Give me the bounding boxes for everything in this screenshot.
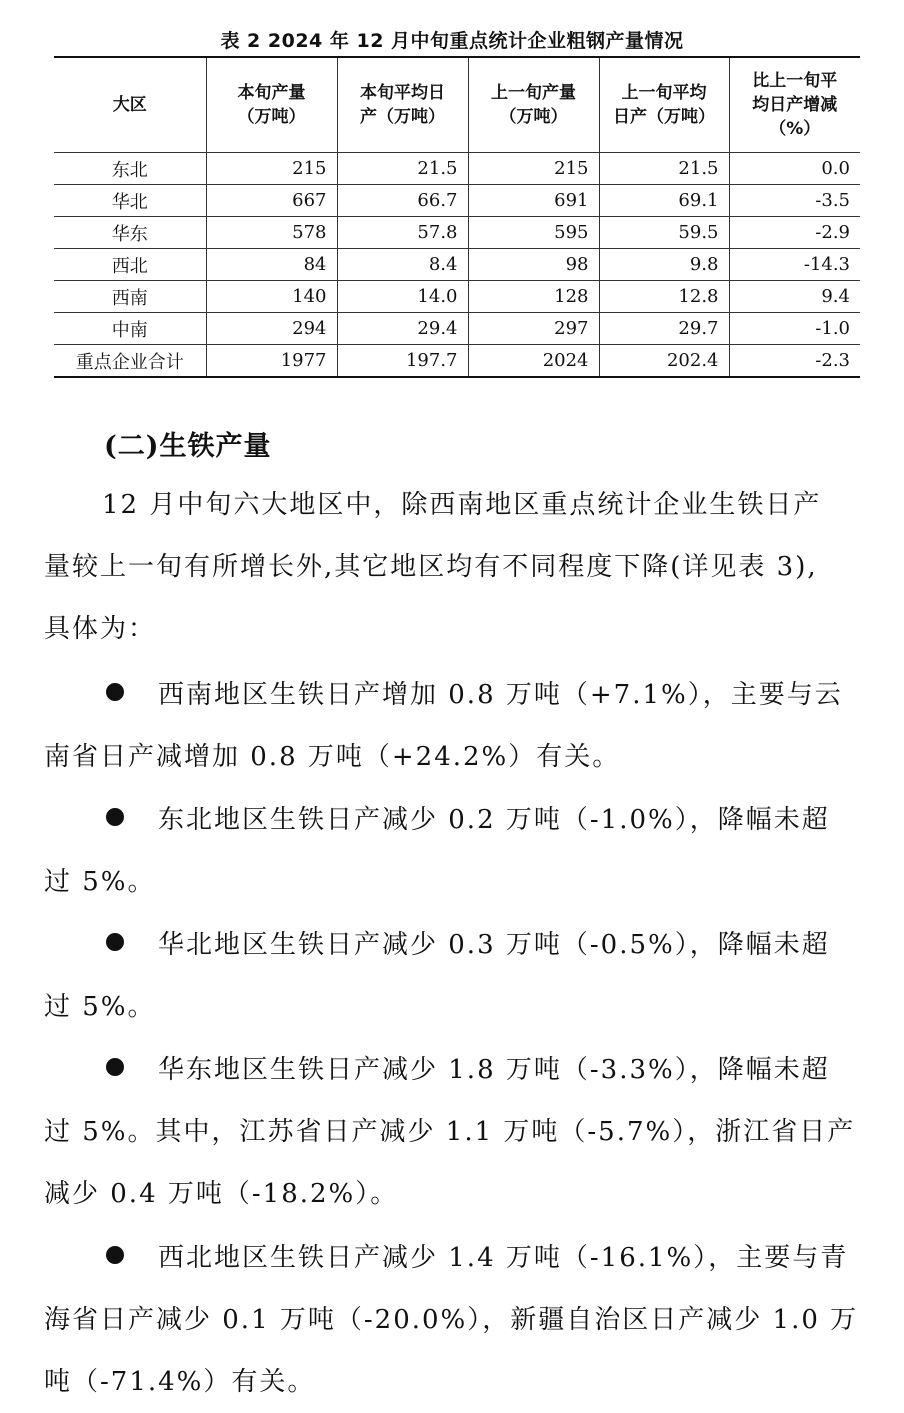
table-cell: 98	[468, 249, 599, 281]
table-cell-region: 东北	[54, 153, 206, 185]
paragraph-line: 南省日产减增加 0.8 万吨（+24.2%）有关。	[44, 742, 621, 772]
table-cell-region: 重点企业合计	[54, 345, 206, 378]
steel-output-table	[54, 56, 860, 378]
table-cell: 595	[468, 217, 599, 249]
paragraph-line: 具体为：	[44, 614, 157, 644]
table-title: 表 2 2024 年 12 月中旬重点统计企业粗钢产量情况	[220, 30, 684, 52]
column-header-change-pct: 比上一旬平 均日产增减 （%）	[729, 57, 860, 153]
table-cell: 691	[468, 185, 599, 217]
table-cell: -2.3	[729, 345, 860, 378]
table-cell: 29.4	[337, 313, 468, 345]
bullet-text: 西南地区生铁日产增加 0.8 万吨（+7.1%），主要与云	[158, 680, 843, 710]
column-header-region: 大区	[54, 57, 206, 153]
bullet-icon	[106, 683, 124, 701]
table-cell: 29.7	[599, 313, 729, 345]
bullet-item-north	[44, 914, 874, 1038]
table-cell: 1977	[206, 345, 337, 378]
paragraph-line: 12 月中旬六大地区中，除西南地区重点统计企业生铁日产	[102, 490, 822, 520]
table-cell: 197.7	[337, 345, 468, 378]
bullet-item-southwest	[44, 664, 874, 788]
table-cell: 59.5	[599, 217, 729, 249]
table-cell: -2.9	[729, 217, 860, 249]
bullet-text: 西北地区生铁日产减少 1.4 万吨（-16.1%），主要与青	[158, 1243, 849, 1273]
table-cell: 215	[468, 153, 599, 185]
paragraph-line: 过 5%。	[44, 867, 156, 897]
table-cell: 21.5	[599, 153, 729, 185]
table-cell: 294	[206, 313, 337, 345]
bullet-icon	[106, 808, 124, 826]
paragraph-line: 海省日产减少 0.1 万吨（-20.0%），新疆自治区日产减少 1.0 万	[44, 1305, 859, 1335]
bullet-item-northwest	[44, 1227, 874, 1413]
table-cell: 66.7	[337, 185, 468, 217]
table-total-row	[54, 345, 860, 378]
table-cell: 140	[206, 281, 337, 313]
table-cell: 128	[468, 281, 599, 313]
bullet-item-northeast	[44, 789, 874, 913]
table-row	[54, 217, 860, 249]
table-cell: 202.4	[599, 345, 729, 378]
table-cell: 84	[206, 249, 337, 281]
bullet-text: 华东地区生铁日产减少 1.8 万吨（-3.3%），降幅未超	[158, 1055, 830, 1085]
table-cell-region: 中南	[54, 313, 206, 345]
paragraph-line: 过 5%。其中，江苏省日产减少 1.1 万吨（-5.7%），浙江省日产	[44, 1117, 856, 1147]
table-cell: 69.1	[599, 185, 729, 217]
table-cell: 2024	[468, 345, 599, 378]
table-cell: 9.4	[729, 281, 860, 313]
table-row	[54, 153, 860, 185]
table-cell: 578	[206, 217, 337, 249]
table-cell: 14.0	[337, 281, 468, 313]
column-header-current-output: 本旬产量 （万吨）	[206, 57, 337, 153]
table-row	[54, 313, 860, 345]
table-cell: -14.3	[729, 249, 860, 281]
table-cell: 667	[206, 185, 337, 217]
section-heading: (二)生铁产量	[104, 431, 272, 462]
table-row	[54, 249, 860, 281]
table-row	[54, 281, 860, 313]
table-cell-region: 华北	[54, 185, 206, 217]
bullet-icon	[106, 933, 124, 951]
paragraph-line: 吨（-71.4%）有关。	[44, 1367, 316, 1397]
paragraph-line: 量较上一旬有所增长外,其它地区均有不同程度下降(详见表 3),	[44, 552, 818, 582]
table-cell-region: 西南	[54, 281, 206, 313]
table-cell: 21.5	[337, 153, 468, 185]
table-header-row	[54, 57, 860, 153]
table-cell-region: 西北	[54, 249, 206, 281]
table-cell: -1.0	[729, 313, 860, 345]
table-cell: 215	[206, 153, 337, 185]
bullet-item-east	[44, 1039, 874, 1225]
table-cell: 0.0	[729, 153, 860, 185]
table-cell: 12.8	[599, 281, 729, 313]
bullet-text: 华北地区生铁日产减少 0.3 万吨（-0.5%），降幅未超	[158, 930, 830, 960]
table-cell-region: 华东	[54, 217, 206, 249]
column-header-previous-output: 上一旬产量 （万吨）	[468, 57, 599, 153]
table-cell: 9.8	[599, 249, 729, 281]
paragraph-line: 减少 0.4 万吨（-18.2%）。	[44, 1179, 399, 1209]
table-cell: -3.5	[729, 185, 860, 217]
table-row	[54, 185, 860, 217]
bullet-icon	[106, 1058, 124, 1076]
paragraph-line: 过 5%。	[44, 992, 156, 1022]
bullet-text: 东北地区生铁日产减少 0.2 万吨（-1.0%），降幅未超	[158, 805, 830, 835]
table-cell: 8.4	[337, 249, 468, 281]
column-header-previous-daily-avg: 上一旬平均 日产（万吨）	[599, 57, 729, 153]
column-header-current-daily-avg: 本旬平均日 产（万吨）	[337, 57, 468, 153]
intro-paragraph	[44, 474, 874, 660]
table-cell: 297	[468, 313, 599, 345]
table-cell: 57.8	[337, 217, 468, 249]
bullet-icon	[106, 1246, 124, 1264]
